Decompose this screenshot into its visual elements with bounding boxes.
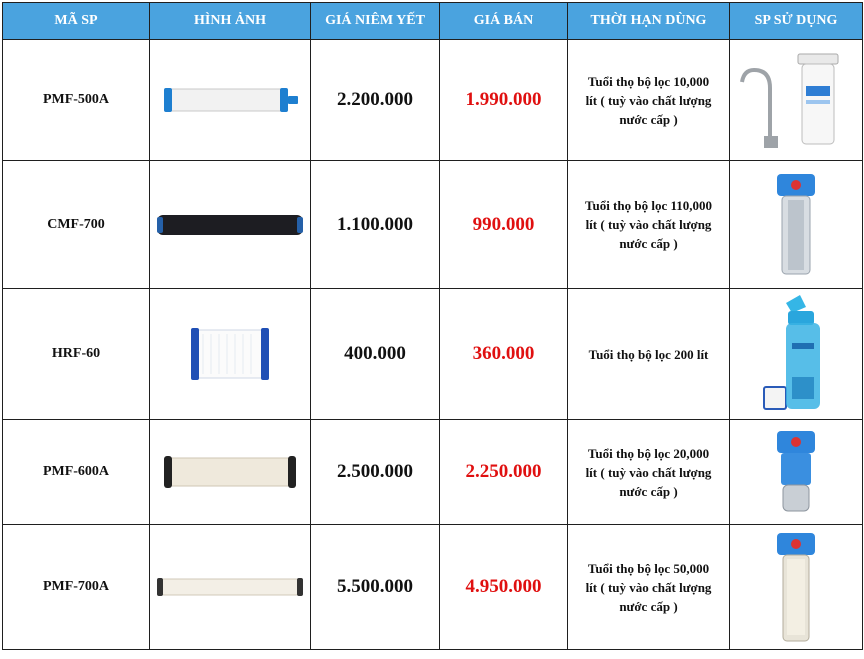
product-code: CMF-700 (3, 161, 150, 289)
ceramic-filter-black-caps-icon (160, 452, 300, 492)
product-image-cell (150, 525, 311, 650)
table-row (3, 289, 863, 420)
sale-price: 4.950.000 (440, 525, 568, 650)
lifetime-line: Tuổi thọ bộ lọc 50,000 (587, 560, 710, 576)
lifetime-line: Tuổi thọ bộ lọc 200 lít (588, 346, 709, 362)
lifetime-line: lít ( tuỳ vào chất lượng (585, 464, 712, 480)
price-table (2, 2, 863, 650)
lifetime-line: nước cấp ) (619, 483, 678, 499)
lifetime-line: Tuổi thọ bộ lọc 110,000 (584, 198, 713, 213)
short-ceramic-filter-icon (185, 324, 275, 384)
product-code: PMF-700A (3, 525, 150, 650)
product-used-cell (730, 420, 863, 525)
header-row (3, 3, 863, 40)
lifetime-line: nước cấp ) (619, 236, 678, 251)
white-filter-blue-caps-icon (160, 85, 300, 115)
product-image-cell (150, 420, 311, 525)
sale-price: 2.250.000 (440, 420, 568, 525)
list-price: 5.500.000 (311, 525, 440, 650)
black-carbon-filter-icon (155, 210, 305, 240)
lifetime-line: lít ( tuỳ vào chất lượng (585, 217, 712, 232)
faucet-under-sink-filter-icon (736, 48, 856, 152)
header-sale-price: GIÁ BÁN (440, 3, 568, 40)
lifetime-line: nước cấp ) (619, 598, 678, 614)
product-image-cell (150, 289, 311, 420)
sale-price: 990.000 (440, 161, 568, 289)
table-row (3, 161, 863, 289)
lifetime-line: lít ( tuỳ vào chất lượng (585, 92, 712, 108)
product-code: HRF-60 (3, 289, 150, 420)
list-price: 2.200.000 (311, 40, 440, 161)
tall-housing-blue-cap-icon (771, 529, 821, 645)
lifetime-line: nước cấp ) (619, 111, 678, 127)
product-used-cell (730, 161, 863, 289)
lifetime-line: Tuổi thọ bộ lọc 20,000 (587, 445, 710, 461)
lifetime-line: Tuổi thọ bộ lọc 10,000 (587, 73, 710, 89)
sale-price: 1.990.000 (440, 40, 568, 161)
product-used-cell (730, 525, 863, 650)
product-used-cell (730, 40, 863, 161)
product-image-cell (150, 40, 311, 161)
lifetime-text (568, 161, 730, 289)
table-row (3, 40, 863, 161)
lifetime-text (568, 289, 730, 420)
table-row (3, 525, 863, 650)
product-used-cell (730, 289, 863, 420)
header-list-price: GIÁ NIÊM YẾT (311, 3, 440, 40)
header-code: MÃ SP (3, 3, 150, 40)
list-price: 1.100.000 (311, 161, 440, 289)
lifetime-text (568, 420, 730, 525)
lifetime-line: lít ( tuỳ vào chất lượng (585, 579, 712, 595)
product-code: PMF-600A (3, 420, 150, 525)
lifetime-text (568, 40, 730, 161)
header-product-used: SP SỬ DỤNG (730, 3, 863, 40)
long-ceramic-filter-icon (155, 575, 305, 599)
list-price: 2.500.000 (311, 420, 440, 525)
product-code: PMF-500A (3, 40, 150, 161)
short-housing-blue-cap-icon (771, 427, 821, 517)
lifetime-text (568, 525, 730, 650)
list-price: 400.000 (311, 289, 440, 420)
header-image: HÌNH ẢNH (150, 3, 311, 40)
product-image-cell (150, 161, 311, 289)
blue-water-bottle-icon (756, 293, 836, 415)
clear-housing-blue-cap-icon (771, 170, 821, 280)
sale-price: 360.000 (440, 289, 568, 420)
header-lifetime: THỜI HẠN DÙNG (568, 3, 730, 40)
table-row (3, 420, 863, 525)
